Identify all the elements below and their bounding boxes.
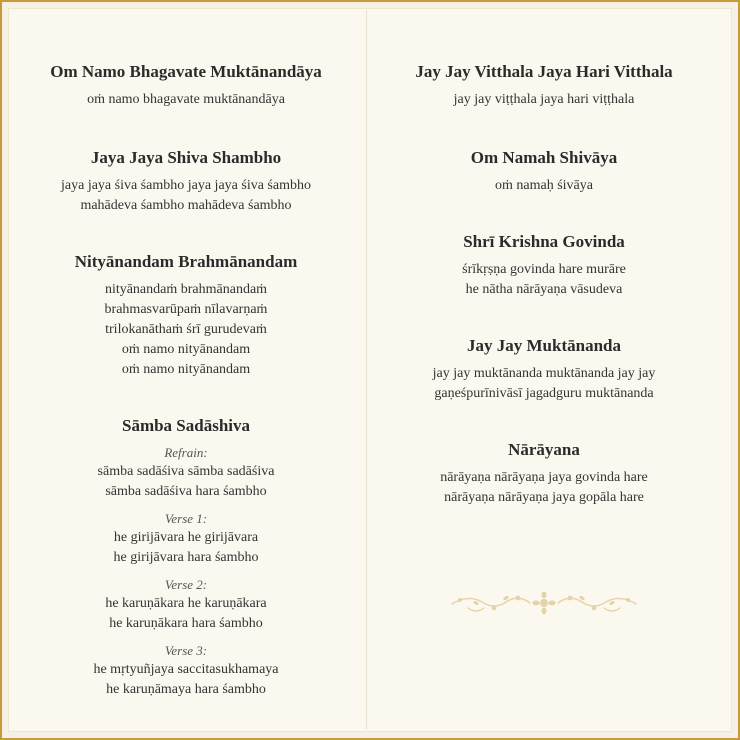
lyric-line: trilokanāthaṁ śrī gurudevaṁ xyxy=(105,322,267,337)
song-title: Nārāyana xyxy=(508,440,580,459)
refrain-label: Refrain: xyxy=(164,445,208,460)
verse-1 xyxy=(16,510,356,568)
lyric-line: he mṛtyuñjaya saccitasukhamaya xyxy=(93,662,279,677)
lyric-line: nārāyaṇa nārāyaṇa jaya govinda hare xyxy=(440,470,648,485)
left-column xyxy=(16,60,356,708)
lyric-line: śrīkṛṣṇa govinda hare murāre xyxy=(462,262,626,277)
lyric-line: jaya jaya śiva śambho jaya jaya śiva śambho xyxy=(61,178,311,193)
song-title: Nityānandam Brahmānandam xyxy=(74,252,298,271)
song-nityanandam-brahmanandam xyxy=(16,250,356,380)
lyric-line: he nātha nārāyaṇa vāsudeva xyxy=(465,282,623,297)
verse-label: Verse 1: xyxy=(164,511,208,526)
song-om-namah-shivaya xyxy=(374,146,714,196)
song-samba-sadashiva xyxy=(16,414,356,700)
song-om-namo-bhagavate xyxy=(16,60,356,110)
lyric-line: oṁ namaḥ śivāya xyxy=(495,178,593,193)
song-jay-jay-muktananda xyxy=(374,334,714,404)
song-title: Jay Jay Muktānanda xyxy=(467,336,621,355)
song-shri-krishna-govinda xyxy=(374,230,714,300)
lyric-line: nityānandaṁ brahmānandaṁ xyxy=(104,282,268,297)
song-title: Shrī Krishna Govinda xyxy=(463,232,625,251)
song-jay-jay-vitthala xyxy=(374,60,714,110)
column-divider xyxy=(366,10,367,730)
verse-2 xyxy=(16,576,356,634)
lyric-line: he girijāvara hara śambho xyxy=(113,550,259,565)
lyric-line: nārāyaṇa nārāyaṇa jaya gopāla hare xyxy=(444,490,644,505)
song-title: Jaya Jaya Shiva Shambho xyxy=(90,148,282,167)
lyric-line: sāmba sadāśiva sāmba sadāśiva xyxy=(97,464,275,479)
lyric-line: oṁ namo nityānandam xyxy=(121,342,251,357)
lyric-line: jay jay muktānanda muktānanda jay jay xyxy=(432,366,656,381)
verse-label: Verse 2: xyxy=(164,577,208,592)
lyric-line: he karuṇākara hara śambho xyxy=(109,616,263,631)
lyric-line: oṁ namo nityānandam xyxy=(121,362,251,377)
song-title: Om Namah Shivāya xyxy=(470,148,618,167)
floral-ornament-icon xyxy=(448,590,640,616)
lyric-line: he karuṇākara he karuṇākara xyxy=(105,596,267,611)
lyric-line: gaṇeśpurīnivāsī jagadguru muktānanda xyxy=(434,386,654,401)
verse-3 xyxy=(16,642,356,700)
song-title: Jay Jay Vitthala Jaya Hari Vitthala xyxy=(415,62,673,81)
song-title: Om Namo Bhagavate Muktānandāya xyxy=(50,62,322,81)
lyric-line: jay jay viṭṭhala jaya hari viṭṭhala xyxy=(453,92,635,107)
lyric-line: he girijāvara he girijāvara xyxy=(113,530,259,545)
lyric-line: sāmba sadāśiva hara śambho xyxy=(105,484,267,499)
lyric-line: mahādeva śambho mahādeva śambho xyxy=(80,198,292,213)
lyric-line: brahmasvarūpaṁ nīlavarṇaṁ xyxy=(104,302,268,317)
verse-label: Verse 3: xyxy=(164,643,208,658)
refrain xyxy=(16,444,356,502)
song-jaya-jaya-shiva-shambho xyxy=(16,146,356,216)
song-title: Sāmba Sadāshiva xyxy=(121,416,251,435)
lyric-line: oṁ namo bhagavate muktānandāya xyxy=(87,92,285,107)
right-column xyxy=(374,60,714,508)
lyric-line: he karuṇāmaya hara śambho xyxy=(106,682,266,697)
song-narayana xyxy=(374,438,714,508)
